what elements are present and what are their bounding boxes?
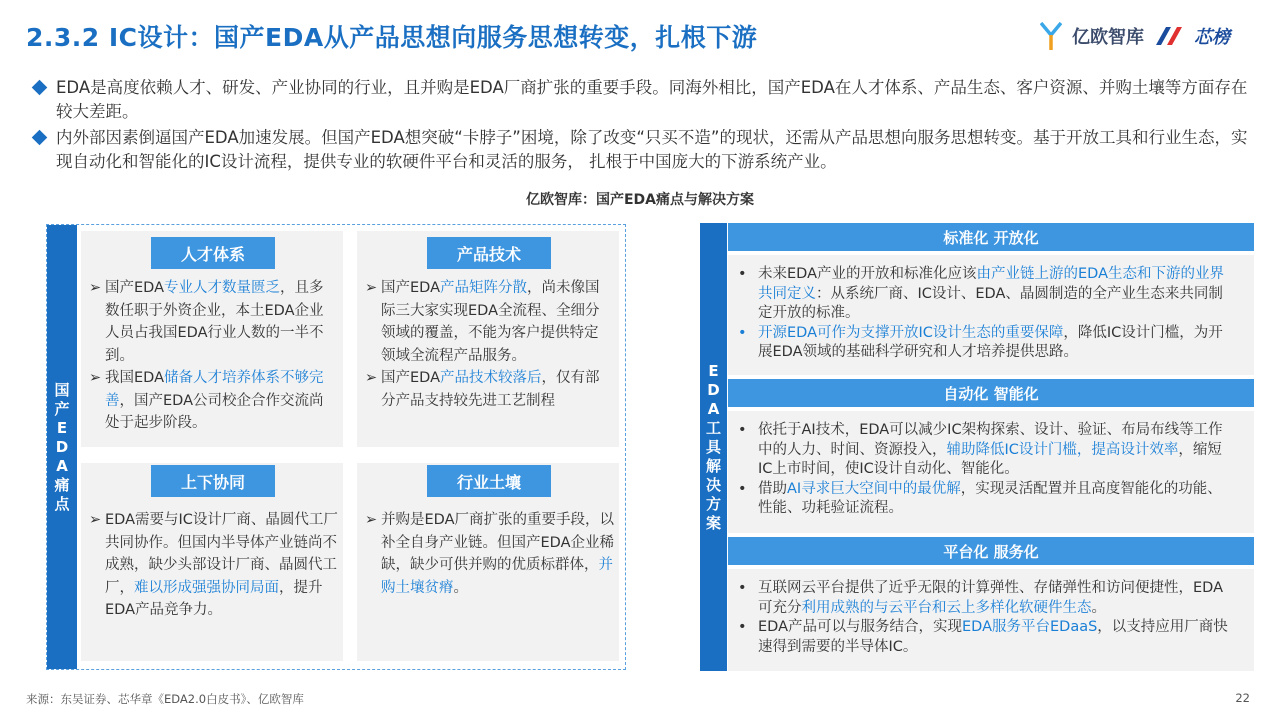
quadrant-heading: 上下协同 xyxy=(151,465,275,497)
page-title: 2.3.2 IC设计：国产EDA从产品思想向服务思想转变，扎根下游 xyxy=(26,23,758,52)
pain-points-side-label xyxy=(47,225,77,669)
section-item xyxy=(738,265,1234,324)
side-char: 国 xyxy=(54,380,70,399)
dot-bullet-icon: • xyxy=(738,619,747,635)
arrow-bullet-icon: ➢ xyxy=(89,512,102,528)
text: 我国EDA xyxy=(105,370,164,386)
arrow-bullet-icon: ➢ xyxy=(365,370,378,386)
side-char: 点 xyxy=(54,494,70,513)
section-heading-platform: 平台化 服务化 xyxy=(728,537,1254,565)
highlight-text: 储备人才培养体系不够完善 xyxy=(105,370,324,409)
arrow-bullet-icon: ➢ xyxy=(89,370,102,386)
side-char: D xyxy=(707,380,720,399)
text: ，仅有部分产品支持较先进工艺制程 xyxy=(381,370,600,409)
text: EDA产品可以与服务结合，实现 xyxy=(758,619,962,635)
dot-bullet-icon: • xyxy=(738,580,747,596)
side-char: 痛 xyxy=(54,475,70,494)
side-char: 具 xyxy=(705,437,721,456)
highlight-text: 并购土壤贫瘠 xyxy=(381,557,613,596)
logo-mark-icon xyxy=(1040,21,1062,51)
quadrant-collaboration xyxy=(81,463,343,661)
side-char: 决 xyxy=(705,475,721,494)
quadrant-heading: 人才体系 xyxy=(151,237,275,269)
quadrant-item xyxy=(89,509,339,622)
quadrant-talent xyxy=(81,231,343,447)
text: ，以支持应用厂商快速得到需要的半导体IC。 xyxy=(758,619,1228,655)
side-char: 案 xyxy=(705,513,721,532)
text: 国产EDA xyxy=(381,280,440,296)
logo xyxy=(1040,16,1230,56)
text: ，提升EDA产品竞争力。 xyxy=(105,579,323,618)
side-char: A xyxy=(707,399,720,418)
text: ，实现灵活配置并且高度智能化的功能、性能、功耗验证流程。 xyxy=(758,480,1222,516)
quadrant-item xyxy=(89,367,335,435)
logo-text: 亿欧智库 xyxy=(1072,27,1144,48)
section-item xyxy=(738,324,1234,363)
intro-bullet-text: 内外部因素倒逼国产EDA加速发展。但国产EDA想突破“卡脖子”困境，除了改变“只买不造”的现状，还需从产品思想向服务思想转变。基于开放工具和行业生态，实现自动化和智能化的IC设计流程，提供专业的软硬件平台和灵活的服务， 扎根于中国庞大的下游系统产业。 xyxy=(56,128,1248,171)
section-body xyxy=(728,411,1254,533)
highlight-text: 难以形成强强协同局面 xyxy=(134,579,279,596)
text: 国产EDA xyxy=(381,370,440,386)
text: 借助 xyxy=(758,480,787,497)
quadrant-body xyxy=(365,509,615,599)
section-body xyxy=(728,255,1254,375)
figure-title: 亿欧智库：国产EDA痛点与解决方案 xyxy=(525,192,755,208)
highlight-text: 由产业链上游的EDA生态和下游的业界共同定义 xyxy=(758,266,1224,302)
quadrant-body xyxy=(89,509,339,622)
highlight-text: 辅助降低IC设计门槛，提高设计效率 xyxy=(946,441,1179,458)
intro-bullet xyxy=(34,126,1254,174)
side-char: D xyxy=(55,437,69,456)
pain-points-panel xyxy=(46,224,626,670)
dot-bullet-icon: • xyxy=(738,480,747,497)
quadrant-item xyxy=(365,277,611,367)
text: ，降低IC设计门槛，为开展EDA领域的基础科学研究和人才培养提供思路。 xyxy=(758,324,1223,360)
text: 并购是EDA厂商扩张的重要手段，以补全自身产业链。但国产EDA企业稀缺，缺少可供并购的优质标群体， xyxy=(381,512,614,573)
section-item xyxy=(738,579,1234,618)
intro-bullet-text: EDA是高度依赖人才、研发、产业协同的行业，且并购是EDA厂商扩张的重要手段。同海外相比，国产EDA在人才体系、产品生态、客户资源、并购土壤等方面存在较大差距。 xyxy=(56,78,1248,121)
highlight-text: 专业人才数量匮乏 xyxy=(164,280,280,296)
quadrant-heading: 行业土壤 xyxy=(427,465,551,497)
text: ，国产EDA公司校企合作交流尚处于起步阶段。 xyxy=(105,392,324,431)
text: 依托于AI技术，EDA可以减少IC架构探索、设计、验证、布局布线等工作中的人力、时间、资源投入， xyxy=(758,422,1223,458)
solutions-side-label xyxy=(700,223,727,671)
side-char: 工 xyxy=(705,418,721,437)
section-item xyxy=(738,480,1234,519)
arrow-bullet-icon: ➢ xyxy=(365,280,378,296)
highlight-text: 产品矩阵分散 xyxy=(440,280,527,296)
dot-bullet-icon: • xyxy=(738,266,747,282)
quadrant-item xyxy=(365,509,615,599)
text: 。 xyxy=(453,579,468,596)
side-char: 解 xyxy=(705,456,721,475)
intro-bullets xyxy=(34,76,1254,176)
text: 。 xyxy=(1091,599,1106,616)
quadrant-body xyxy=(365,277,611,412)
quadrant-industry-soil xyxy=(357,463,619,661)
quadrant-item xyxy=(365,367,611,412)
quadrant-heading: 产品技术 xyxy=(427,237,551,269)
solutions-panel xyxy=(700,223,1255,671)
text: EDA需要与IC设计厂商、晶圆代工厂共同协作。但国内半导体产业链尚不成熟，缺少头部设计厂商、晶圆代工厂， xyxy=(105,512,338,596)
dot-bullet-icon: • xyxy=(738,324,747,341)
highlight-text: AI寻求巨大空间中的最优解 xyxy=(787,480,961,497)
text: 互联网云平台提供了近乎无限的计算弹性、存储弹性和访问便捷性，EDA可充分 xyxy=(758,580,1223,616)
section-body xyxy=(728,569,1254,671)
side-char: 方 xyxy=(705,494,721,513)
section-item xyxy=(738,618,1234,657)
section-heading-automation: 自动化 智能化 xyxy=(728,379,1254,407)
diamond-bullet-icon xyxy=(32,130,48,146)
logo-slash-icon xyxy=(1154,25,1184,47)
highlight-text: 利用成熟的与云平台和云上多样化软硬件生态 xyxy=(801,599,1092,616)
diamond-bullet-icon xyxy=(32,80,48,96)
dot-bullet-icon: • xyxy=(738,422,747,438)
text: ，缩短IC上市时间，使IC设计自动化、智能化。 xyxy=(758,441,1222,477)
section-item xyxy=(738,421,1234,480)
arrow-bullet-icon: ➢ xyxy=(89,280,102,296)
side-char: 产 xyxy=(54,399,70,418)
section-heading-standardization: 标准化 开放化 xyxy=(728,223,1254,251)
text: ，尚未像国际三大家实现EDA全流程、全细分领域的覆盖，不能为客户提供特定领域全流程产品服务。 xyxy=(381,280,600,364)
highlight-text: 开源EDA可作为支撑开放IC设计生态的重要保障 xyxy=(758,324,1064,341)
quadrant-product-tech xyxy=(357,231,619,447)
side-char: A xyxy=(56,456,68,475)
text: 国产EDA xyxy=(105,280,164,296)
arrow-bullet-icon: ➢ xyxy=(365,512,378,528)
side-char: E xyxy=(56,418,68,437)
quadrant-body xyxy=(89,277,335,435)
logo-text-secondary: 芯榜 xyxy=(1194,27,1230,48)
page-number: 22 xyxy=(1235,691,1250,705)
quadrant-item xyxy=(89,277,335,367)
source-note: 来源：东吴证券、芯华章《EDA2.0白皮书》、亿欧智库 xyxy=(26,692,304,706)
text: 未来EDA产业的开放和标准化应该 xyxy=(758,266,977,282)
text: ：从系统厂商、IC设计、EDA、晶圆制造的全产业生态来共同制定开放的标准。 xyxy=(758,285,1223,321)
text: ，且多数任职于外资企业，本土EDA企业人员占我国EDA行业人数的一半不到。 xyxy=(105,280,324,364)
intro-bullet xyxy=(34,76,1254,124)
highlight-text: 产品技术较落后 xyxy=(440,370,542,386)
highlight-text: EDA服务平台EDaaS xyxy=(962,619,1098,635)
side-char: E xyxy=(708,361,719,380)
